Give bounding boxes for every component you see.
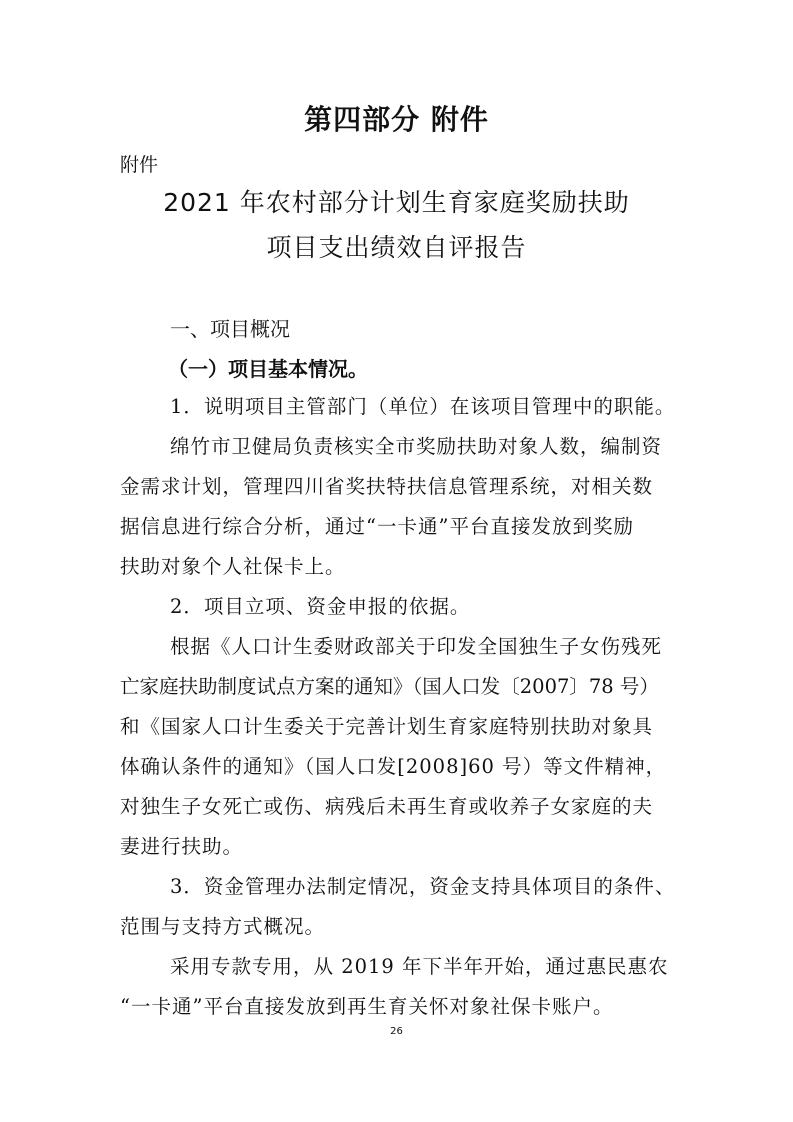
section-heading-project-overview: 一、项目概况 [170,317,290,341]
part-title: 第四部分 附件 [304,103,489,136]
subsection-heading-basic-info: （一）项目基本情况。 [168,357,368,381]
paragraph-line: 扶助对象个人社保卡上。 [120,555,346,578]
attachment-label: 附件 [120,154,159,176]
paragraph-line: 绵竹市卫健局负责核实全市奖励扶助对象人数，编制资 [170,435,663,458]
paragraph-line: 和《国家人口计生委关于完善计划生育家庭特别扶助对象具 [120,715,654,738]
report-title-line-1: 2021 年农村部分计划生育家庭奖励扶助 [163,188,630,217]
paragraph-line: 采用专款专用，从 2019 年下半年开始，通过惠民惠农 [170,955,669,978]
paragraph-line: “一卡通”平台直接发放到再生育关怀对象社保卡账户。 [120,995,614,1018]
paragraph-line: 妻进行扶助。 [120,835,244,858]
paragraph-line: 根据《人口计生委财政部关于印发全国独生子女伤残死 [170,635,663,658]
paragraph-line: 2．项目立项、资金申报的依据。 [170,595,471,618]
paragraph-line: 1．说明项目主管部门（单位）在该项目管理中的职能。 [170,395,676,418]
paragraph-line: 金需求计划，管理四川省奖扶特扶信息管理系统，对相关数 [120,475,654,498]
paragraph-line: 范围与支持方式概况。 [120,915,326,938]
page-number: 26 [390,1026,403,1037]
paragraph-line: 体确认条件的通知》（国人口发[2008]60 号）等文件精神， [120,755,667,778]
paragraph-line: 对独生子女死亡或伤、病残后未再生育或收养子女家庭的夫 [120,795,654,818]
report-title-line-2: 项目支出绩效自评报告 [266,233,527,262]
paragraph-line: 亡家庭扶助制度试点方案的通知》（国人口发〔2007〕78 号） [120,675,659,698]
paragraph-line: 3．资金管理办法制定情况，资金支持具体项目的条件、 [170,875,676,898]
paragraph-line: 据信息进行综合分析，通过“一卡通”平台直接发放到奖励 [120,515,634,538]
